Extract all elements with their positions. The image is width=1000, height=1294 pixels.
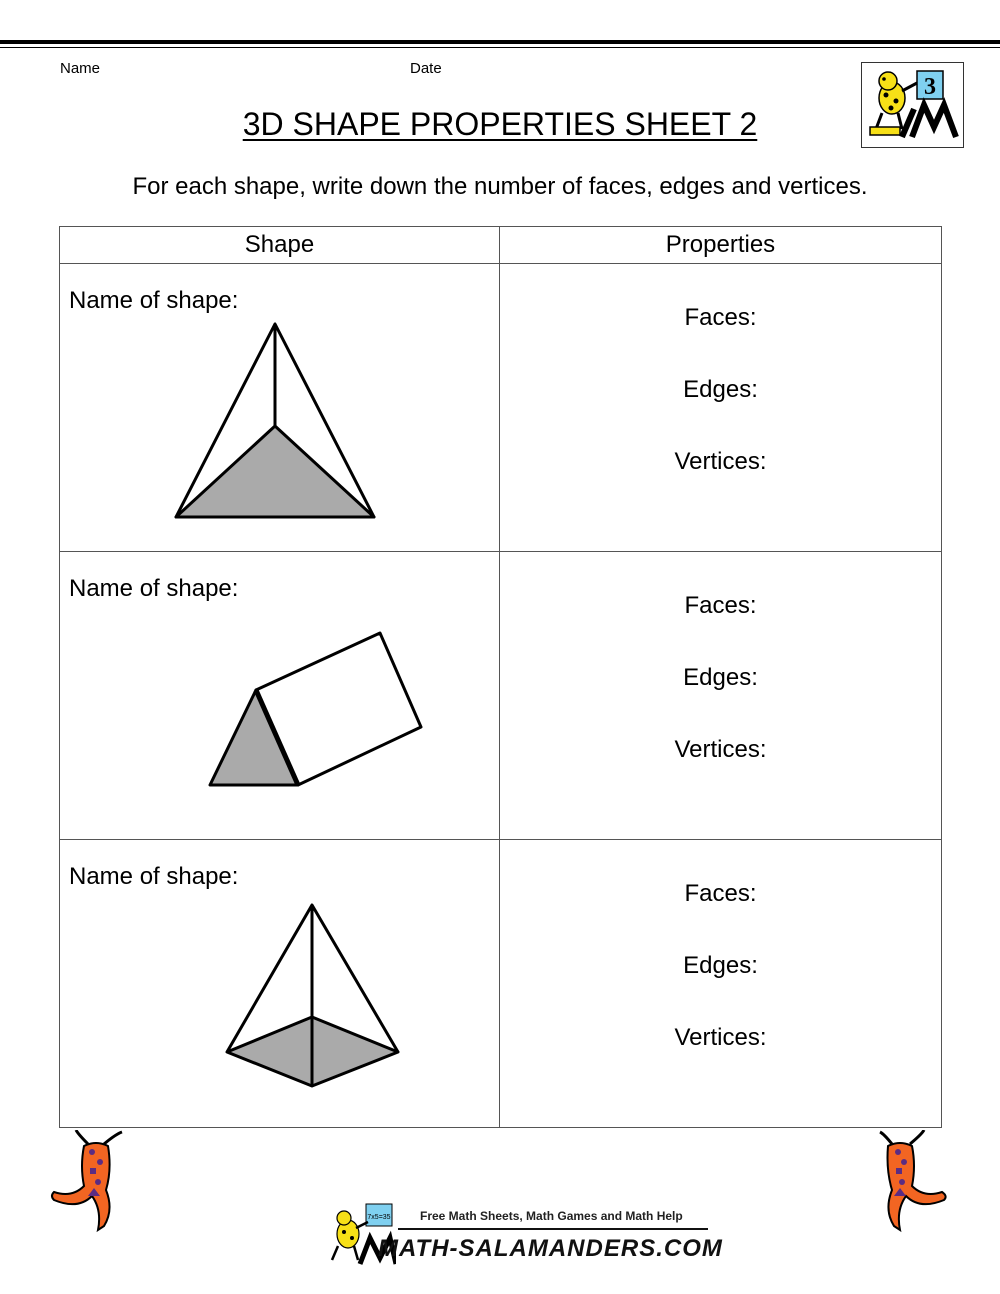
vertices-label: Vertices: <box>674 736 767 763</box>
table-row <box>60 840 942 1128</box>
footer-rule <box>398 1228 708 1230</box>
table-header-row <box>60 227 942 264</box>
faces-label: Faces: <box>684 592 757 619</box>
shape-cell <box>60 264 500 552</box>
properties-cell <box>500 552 942 840</box>
date-label: Date <box>410 60 442 77</box>
column-header-shape: Shape <box>60 227 500 264</box>
footer-badge-text: 7x5=35 <box>367 1214 391 1221</box>
salamander-right-icon <box>862 1130 952 1234</box>
triangular-prism-drawing <box>60 552 500 839</box>
faces-label: Faces: <box>684 880 757 907</box>
edges-label: Edges: <box>683 376 758 403</box>
name-label: Name <box>60 60 101 77</box>
shape-cell <box>60 840 500 1128</box>
properties-cell <box>500 840 942 1128</box>
shape-cell <box>60 552 500 840</box>
table-row <box>60 552 942 840</box>
footer-tagline: Free Math Sheets, Math Games and Math Help <box>420 1209 683 1223</box>
page-title <box>0 104 1000 144</box>
edges-label: Edges: <box>683 664 758 691</box>
faces-label: Faces: <box>684 304 757 331</box>
header-rule-thin <box>0 47 1000 48</box>
header-rule-thick <box>0 40 1000 44</box>
properties-table <box>59 226 942 1128</box>
properties-cell <box>500 264 942 552</box>
edges-label: Edges: <box>683 952 758 979</box>
salamander-left-icon <box>48 1130 138 1234</box>
name-of-shape-label: Name of shape: <box>69 575 239 602</box>
column-header-properties: Properties <box>500 227 942 264</box>
logo-grade-number: 3 <box>924 74 936 100</box>
instructions: For each shape, write down the number of faces, edges and vertices. <box>132 173 868 200</box>
square-pyramid-drawing <box>60 840 500 1127</box>
name-of-shape-label: Name of shape: <box>69 287 239 314</box>
footer-site-name[interactable]: MATH-SALAMANDERS.COM <box>378 1235 723 1262</box>
triangular-pyramid-drawing <box>60 264 500 551</box>
page-title-text: 3D SHAPE PROPERTIES SHEET 2 <box>242 106 758 142</box>
name-of-shape-label: Name of shape: <box>69 863 239 890</box>
vertices-label: Vertices: <box>674 1024 767 1051</box>
vertices-label: Vertices: <box>674 448 767 475</box>
table-row <box>60 264 942 552</box>
